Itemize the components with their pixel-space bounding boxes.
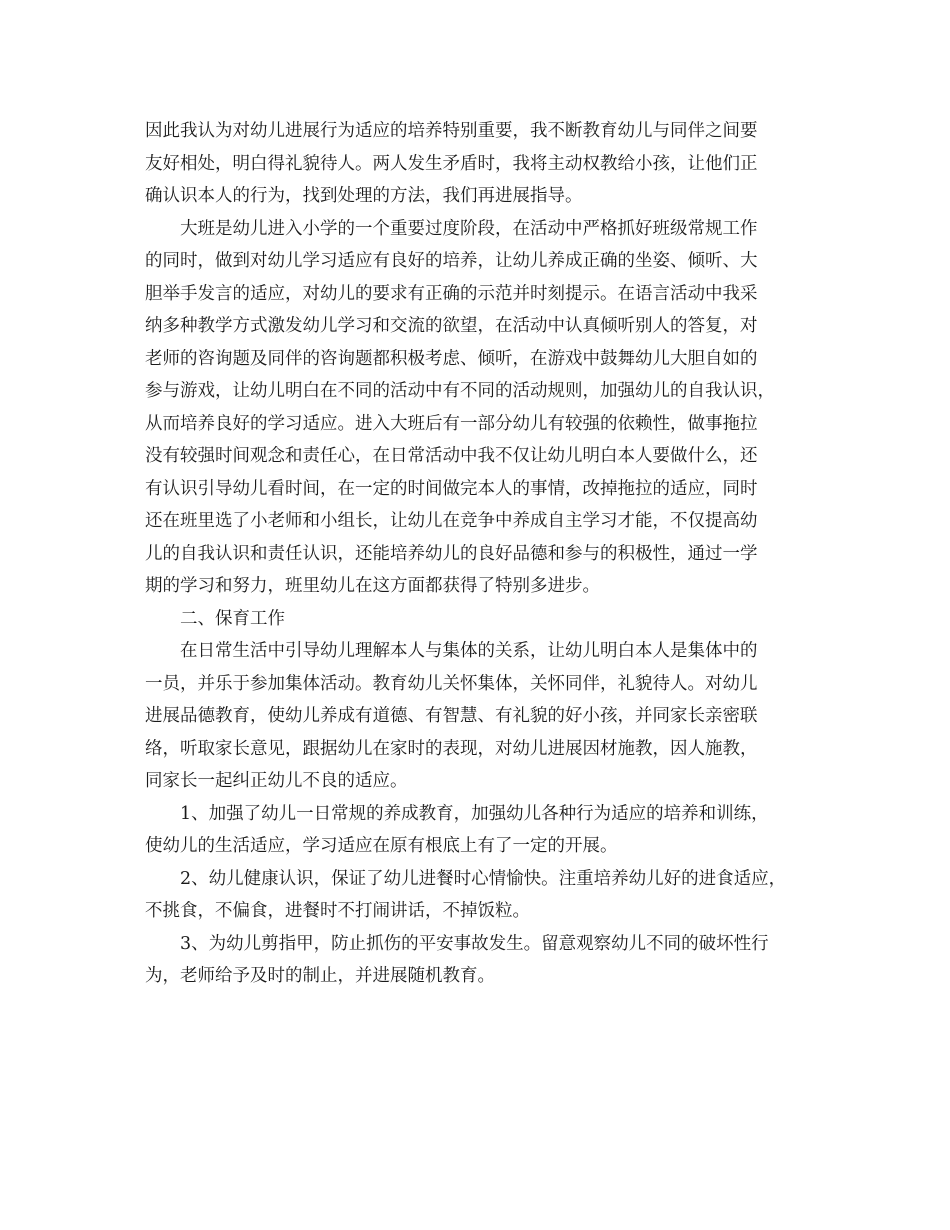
text-line: 友好相处，明白得礼貌待人。两人发生矛盾时，我将主动权教给小孩，让他们正 xyxy=(145,153,758,174)
text-line: 2、幼儿健康认识，保证了幼儿进餐时心情愉快。注重培养幼儿好的进食适应， xyxy=(180,868,787,889)
text-line: 纳多种教学方式激发幼儿学习和交流的欲望，在活动中认真倾听别人的答复，对 xyxy=(145,316,758,336)
text-line: 同家长一起纠正幼儿不良的适应。 xyxy=(145,771,408,791)
document-body xyxy=(145,115,820,993)
text-line: 确认识本人的行为，找到处理的方法，我们再进展指导。 xyxy=(145,186,583,206)
text-line: 参与游戏，让幼儿明白在不同的活动中有不同的活动规则，加强幼儿的自我认识， xyxy=(145,381,775,401)
text-line: 的同时，做到对幼儿学习适应有良好的培养，让幼儿养成正确的坐姿、倾听、大 xyxy=(145,251,758,271)
text-line: 使幼儿的生活适应，学习适应在原有根底上有了一定的开展。 xyxy=(145,836,618,856)
text-line: 二、保育工作 xyxy=(180,608,285,629)
text-line: 一员，并乐于参加集体活动。教育幼儿关怀集体，关怀同伴，礼貌待人。对幼儿 xyxy=(145,673,758,694)
text-line: 有认识引导幼儿看时间，在一定的时间做完本人的事情，改掉拖拉的适应，同时 xyxy=(145,478,758,499)
text-line: 期的学习和努力，班里幼儿在这方面都获得了特别多进步。 xyxy=(145,576,600,596)
text-line: 在日常生活中引导幼儿理解本人与集体的关系，让幼儿明白本人是集体中的 xyxy=(180,641,758,661)
text-line: 还在班里选了小老师和小组长，让幼儿在竞争中养成自主学习才能，不仅提高幼 xyxy=(145,511,758,531)
text-line: 不挑食，不偏食，进餐时不打闹讲话，不掉饭粒。 xyxy=(145,901,530,921)
text-line: 没有较强时间观念和责任心，在日常活动中我不仅让幼儿明白本人要做什么，还 xyxy=(145,446,758,466)
text-line: 为，老师给予及时的制止，并进展随机教育。 xyxy=(145,966,495,986)
text-line: 儿的自我认识和责任认识，还能培养幼儿的良好品德和参与的积极性，通过一学 xyxy=(145,543,758,564)
text-line: 因此我认为对幼儿进展行为适应的培养特别重要，我不断教育幼儿与同伴之间要 xyxy=(145,121,758,141)
text-line: 1、加强了幼儿一日常规的养成教育，加强幼儿各种行为适应的培养和训练， xyxy=(180,803,769,824)
text-line: 胆举手发言的适应，对幼儿的要求有正确的示范并时刻提示。在语言活动中我采 xyxy=(145,283,758,304)
text-line: 3、为幼儿剪指甲，防止抓伤的平安事故发生。留意观察幼儿不同的破坏性行 xyxy=(180,933,769,954)
text-line: 大班是幼儿进入小学的一个重要过度阶段，在活动中严格抓好班级常规工作 xyxy=(180,218,758,239)
text-line: 络，听取家长意见，跟据幼儿在家时的表现，对幼儿进展因材施教，因人施教， xyxy=(145,738,758,759)
text-line: 老师的咨询题及同伴的咨询题都积极考虑、倾听，在游戏中鼓舞幼儿大胆自如的 xyxy=(145,348,758,369)
text-line: 进展品德教育，使幼儿养成有道德、有智慧、有礼貌的好小孩，并同家长亲密联 xyxy=(145,706,758,726)
text-line: 从而培养良好的学习适应。进入大班后有一部分幼儿有较强的依赖性，做事拖拉 xyxy=(145,413,758,434)
